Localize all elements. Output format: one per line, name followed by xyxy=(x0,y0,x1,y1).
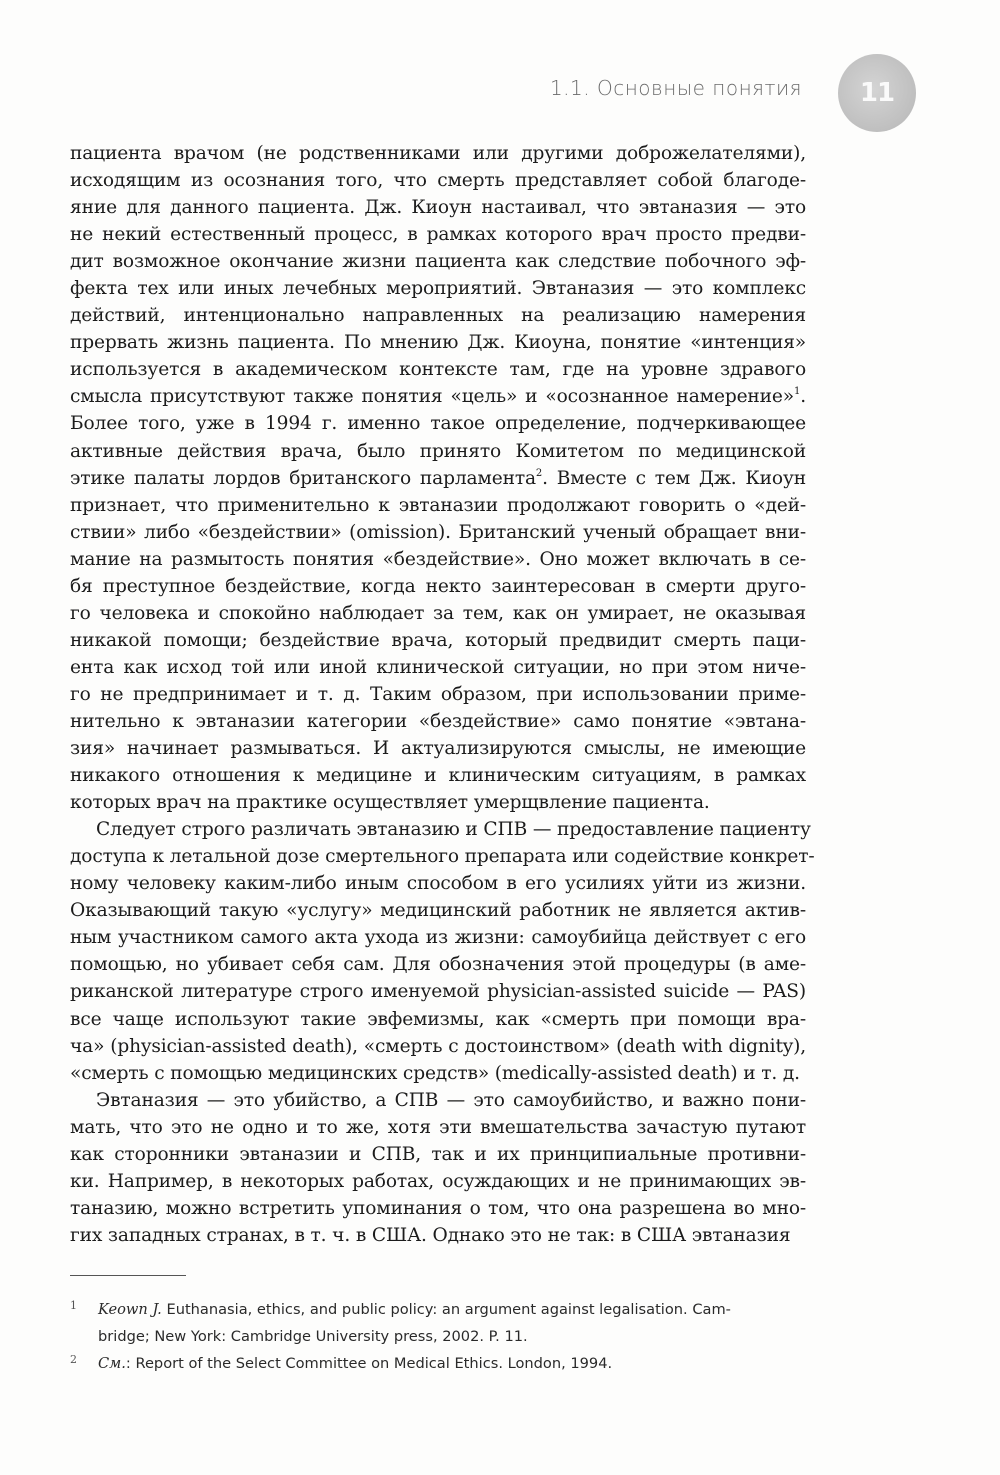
text-line: го человека и спокойно наблюдает за тем, как он умирает, не оказывая xyxy=(70,602,806,624)
page-number: 11 xyxy=(859,78,895,108)
text-line: доступа к летальной дозе смертельного препарата или содействие конкрет- xyxy=(70,846,815,868)
footnote-number: 2 xyxy=(70,1353,77,1366)
text-line: Более того, уже в 1994 г. именно такое определение, подчеркивающее xyxy=(70,413,806,435)
text-line: исходящим из осознания того, что смерть представляет собой благоде- xyxy=(70,170,806,192)
text-line: активные действия врача, было принято Комитетом по медицинской xyxy=(70,440,806,462)
text-line: которых врач на практике осуществляет умерщвление пациента. xyxy=(70,792,710,814)
text-line: бя преступное бездействие, когда некто заинтересован в смерти друго- xyxy=(70,575,806,597)
footnote-author: См. xyxy=(98,1355,126,1372)
text-line: используется в академическом контексте там, где на уровне здравого xyxy=(70,359,806,381)
text-line: ента как исход той или иной клинической ситуации, но при этом ниче- xyxy=(70,656,806,678)
text-line: ствии» либо «бездействии» (omission). Британский ученый обращает вни- xyxy=(70,521,806,543)
footnote-text: Euthanasia, ethics, and public policy: an argument against legalisation. Cam- xyxy=(166,1301,731,1318)
footnote-line xyxy=(98,1350,806,1377)
text-line: этике палаты лордов британского парламента$^2$. Вместе с тем Дж. Киоун xyxy=(70,467,806,489)
text-line: помощью, но убивает себя сам. Для обозначения этой процедуры (в аме- xyxy=(70,954,806,976)
text-line: ча» (physician-assisted death), «смерть с достоинством» (death with dignity), xyxy=(70,1035,806,1057)
text-line: действий, интенционально направленных на реализацию намерения xyxy=(70,305,806,327)
text-line: Эвтаназия — это убийство, а СПВ — это самоубийство, и важно пони- xyxy=(96,1089,806,1111)
footnote-1 xyxy=(70,1296,806,1350)
paragraph xyxy=(70,140,806,816)
footnote-number: 1 xyxy=(70,1299,77,1312)
page-number-badge xyxy=(838,54,916,132)
text-line: смысла присутствуют также понятия «цель» и «осознанное намерение»$^1$. xyxy=(70,386,806,408)
paragraph xyxy=(70,816,815,1086)
text-line: «смерть с помощью медицинских средств» (medically-assisted death) и т. д. xyxy=(70,1062,800,1084)
text-line: никакой помощи; бездействие врача, который предвидит смерть паци- xyxy=(70,629,806,651)
text-line: ки. Например, в некоторых работах, осуждающих и не принимающих эв- xyxy=(70,1170,806,1192)
text-line: Оказывающий такую «услугу» медицинский работник не является актив- xyxy=(70,900,806,922)
text-line: яние для данного пациента. Дж. Киоун настаивал, что эвтаназия — это xyxy=(70,197,806,219)
text-line: пациента врачом (не родственниками или другими доброжелателями), xyxy=(70,143,806,164)
footnote-line: bridge; New York: Cambridge University press, 2002. P. 11. xyxy=(98,1328,528,1345)
text-line: прервать жизнь пациента. По мнению Дж. Киоуна, понятие «интенция» xyxy=(70,332,806,354)
text-line: никакого отношения к медицине и клиническим ситуациям, в рамках xyxy=(70,765,806,787)
footnote-text: : Report of the Select Committee on Medical Ethics. London, 1994. xyxy=(125,1355,613,1372)
text-line: риканской литературе строго именуемой physician-assisted suicide — PAS) xyxy=(70,981,806,1003)
footnote-2 xyxy=(70,1350,806,1377)
text-line: фекта тех или иных лечебных мероприятий. Эвтаназия — это комплекс xyxy=(70,278,806,300)
text-line: все чаще используют такие эвфемизмы, как «смерть при помощи вра- xyxy=(70,1008,806,1030)
text-line: не некий естественный процесс, в рамках которого врач просто предви- xyxy=(70,224,806,246)
paragraph xyxy=(70,1087,806,1249)
text-line: как сторонники эвтаназии и СПВ, так и их принципиальные противни- xyxy=(70,1143,806,1165)
body-text xyxy=(70,140,815,1249)
text-line: мание на размытость понятия «бездействие». Оно может включать в се- xyxy=(70,548,806,570)
running-head: 1.1. Основные понятия xyxy=(549,76,802,100)
text-line: нительно к эвтаназии категории «бездействие» само понятие «эвтана- xyxy=(70,710,806,732)
text-line: Следует строго различать эвтаназию и СПВ — предоставление пациенту xyxy=(96,819,811,841)
footnotes xyxy=(70,1296,806,1377)
text-line: таназию, можно встретить упоминания о том, что она разрешена во мно- xyxy=(70,1197,806,1219)
text-line: дит возможное окончание жизни пациента как следствие побочного эф- xyxy=(70,251,806,273)
text-line: ным участником самого акта ухода из жизни: самоубийца действует с его xyxy=(70,927,806,949)
footnote-separator xyxy=(70,1275,186,1276)
footnote-author: Keown J. xyxy=(98,1301,162,1318)
text-line: признает, что применительно к эвтаназии продолжают говорить о «дей- xyxy=(70,494,806,516)
text-line: гих западных странах, в т. ч. в США. Однако это не так: в США эвтаназия xyxy=(70,1224,791,1246)
text-line: зия» начинает размываться. И актуализируются смыслы, не имеющие xyxy=(70,738,806,760)
text-line: ному человеку каким-либо иным способом в его усилиях уйти из жизни. xyxy=(70,873,806,895)
text-line: мать, что это не одно и то же, хотя эти вмешательства зачастую путают xyxy=(70,1116,806,1138)
text-line: го не предпринимает и т. д. Таким образом, при использовании приме- xyxy=(70,683,806,705)
footnote-line xyxy=(98,1296,806,1323)
